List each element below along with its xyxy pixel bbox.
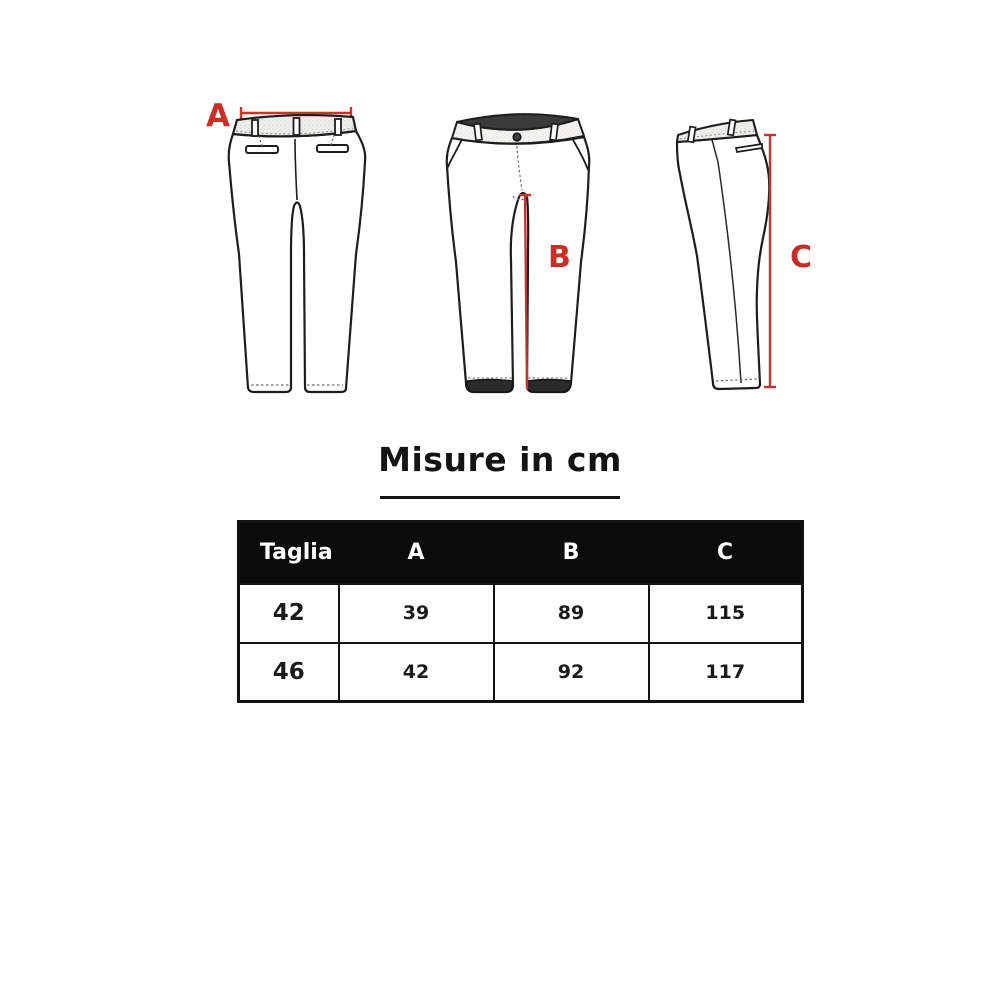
pants-back-view-drawing — [195, 95, 380, 405]
size-46-a: 42 — [339, 643, 494, 702]
measure-label-a: A — [206, 98, 230, 134]
header-taglia: Taglia — [239, 522, 339, 584]
size-table-header-row — [239, 522, 803, 584]
size-42: 42 — [239, 584, 339, 643]
size-table — [237, 520, 804, 703]
header-a: A — [339, 522, 494, 584]
table-row — [239, 643, 803, 702]
header-c: C — [649, 522, 803, 584]
pants-front-view-drawing — [425, 105, 610, 405]
title-underline — [380, 496, 620, 499]
size-46-c: 117 — [649, 643, 803, 702]
front-hems — [467, 380, 571, 393]
measure-label-c: C — [790, 240, 813, 275]
size-42-b: 89 — [494, 584, 649, 643]
pants-side-body — [677, 135, 769, 389]
pants-back-body — [229, 131, 366, 392]
pants-side-view-drawing — [660, 112, 785, 400]
waist-button — [513, 133, 521, 141]
table-row — [239, 584, 803, 643]
size-46: 46 — [239, 643, 339, 702]
page-title: Misure in cm — [378, 440, 622, 479]
measure-label-b: B — [548, 240, 571, 275]
size-42-c: 115 — [649, 584, 803, 643]
size-46-b: 92 — [494, 643, 649, 702]
header-b: B — [494, 522, 649, 584]
size-42-a: 39 — [339, 584, 494, 643]
